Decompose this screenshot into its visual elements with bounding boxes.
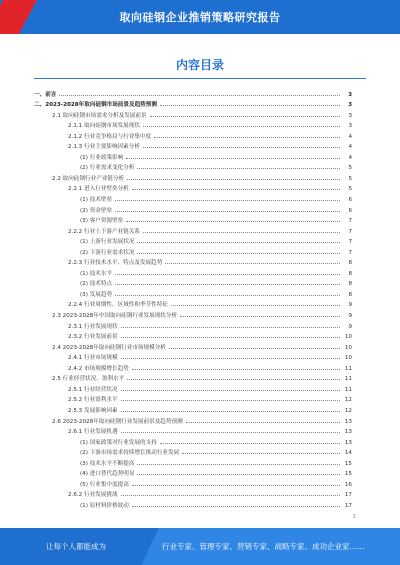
toc-entry[interactable]: [34, 277, 352, 288]
toc-entry-page: 10: [344, 355, 352, 362]
toc-entry-page: 13: [344, 429, 352, 436]
toc-leader-dots: [121, 495, 340, 496]
toc-entry[interactable]: [34, 171, 352, 182]
toc-entry-page: 4: [348, 133, 352, 140]
toc-leader-dots: [132, 506, 340, 507]
toc-entry[interactable]: [34, 456, 352, 467]
toc-entry-page: 5: [348, 165, 352, 172]
toc-entry[interactable]: [34, 498, 352, 509]
toc-entry-page: 7: [348, 228, 352, 235]
toc-leader-dots: [132, 189, 340, 190]
toc-entry-title: 2.5.2 行业盈利水平: [68, 397, 118, 404]
toc-entry-title: 2.2.1 进入行业壁垒分析: [68, 186, 129, 193]
toc-entry-title: (3) 客户资源壁垒: [80, 218, 124, 225]
toc-entry-title: 2.3 2023-2028年中国取向硅钢行业发展现状分析: [52, 313, 178, 320]
toc-divider: [34, 78, 366, 79]
toc-entry[interactable]: [34, 150, 352, 161]
toc-entry[interactable]: [34, 361, 352, 372]
toc-entry[interactable]: [34, 119, 352, 130]
toc-entry[interactable]: [34, 477, 352, 488]
toc-entry-title: 2.1 取向硅钢市场需求分析及发展前景: [52, 112, 147, 119]
toc-entry-page: 12: [344, 397, 352, 404]
toc-entry-page: 11: [344, 365, 352, 372]
toc-entry-title: 2.4.2 市场规模增长趋势: [68, 365, 129, 372]
toc-entry-title: (2) 技术特点: [80, 281, 113, 288]
toc-entry-page: 5: [348, 186, 352, 193]
toc-entry[interactable]: [34, 414, 352, 425]
toc-entry[interactable]: [34, 372, 352, 383]
toc-leader-dots: [137, 242, 340, 243]
toc-entry-title: (1) 技术壁垒: [80, 197, 113, 204]
toc-entry[interactable]: [34, 192, 352, 203]
toc-leader-dots: [143, 232, 340, 233]
toc-entry[interactable]: [34, 182, 352, 193]
toc-entry-page: 10: [344, 334, 352, 341]
toc-leader-dots: [180, 316, 340, 317]
toc-entry[interactable]: [34, 435, 352, 446]
toc-entry-page: 10: [344, 344, 352, 351]
toc-leader-dots: [126, 221, 340, 222]
toc-leader-dots: [143, 147, 340, 148]
toc-leader-dots: [182, 453, 340, 454]
toc-entry-title: 2.1.2 行业竞争格局与行业集中度: [68, 133, 152, 140]
toc-leader-dots: [115, 211, 340, 212]
toc-entry[interactable]: [34, 214, 352, 225]
toc-entry-page: 7: [348, 249, 352, 256]
toc-entry-page: 13: [344, 439, 352, 446]
toc-leader-dots: [121, 327, 340, 328]
report-title: 取向硅钢企业推销策略研究报告: [119, 11, 281, 24]
toc-entry[interactable]: [34, 467, 352, 478]
toc-entry[interactable]: [34, 308, 352, 319]
toc-entry-title: (1) 上游行业发展状况: [80, 239, 135, 246]
toc-entry-title: (3) 技术水平不断提高: [80, 460, 135, 467]
toc-entry-title: 2.2.4 行业周期性、区域性和季节性特征: [68, 302, 168, 309]
toc-entry-page: 13: [344, 418, 352, 425]
toc-entry-page: 3: [348, 123, 352, 130]
toc-entry[interactable]: [34, 382, 352, 393]
toc-entry-page: 7: [348, 218, 352, 225]
toc-leader-dots: [154, 137, 340, 138]
toc-leader-dots: [132, 369, 340, 370]
footer-band: [0, 528, 400, 565]
toc-leader-dots: [137, 253, 340, 254]
toc-leader-dots: [137, 168, 340, 169]
toc-entry-page: 12: [344, 407, 352, 414]
toc-entry[interactable]: [34, 256, 352, 267]
toc-entry-title: (1) 技术水平: [80, 270, 113, 277]
toc-leader-dots: [121, 390, 340, 391]
toc-entry-page: 17: [344, 502, 352, 509]
toc-entry-page: 8: [348, 260, 352, 267]
toc-leader-dots: [171, 305, 340, 306]
toc-entry-title: (3) 发展趋势: [80, 291, 113, 298]
toc-leader-dots: [121, 411, 340, 412]
toc-entry[interactable]: [34, 108, 352, 119]
toc-leader-dots: [127, 379, 340, 380]
toc-entry-title: (4) 进口替代趋势明显: [80, 471, 135, 478]
toc-entry-title: 2.5 行业经营状况、盈利水平: [52, 376, 125, 383]
toc-entry[interactable]: [34, 87, 352, 98]
toc-entry-title: 2.1.1 取向硅钢市场发展现状: [68, 123, 140, 130]
toc-entry-title: 2.3.2 行业发展前景: [68, 334, 118, 341]
toc-leader-dots: [186, 422, 340, 423]
toc-leader-dots: [143, 126, 340, 127]
toc-list: [34, 87, 352, 509]
toc-entry-title: (2) 下游行业需求状况: [80, 249, 135, 256]
toc-entry-title: 2.6 2023-2028年取向硅钢行业发展前景及趋势预测: [52, 418, 183, 425]
toc-leader-dots: [59, 95, 340, 96]
toc-entry[interactable]: [34, 298, 352, 309]
toc-entry[interactable]: [34, 488, 352, 499]
toc-entry[interactable]: [34, 266, 352, 277]
toc-entry[interactable]: [34, 203, 352, 214]
toc-entry-title: 2.2.3 行业技术水平、特点及发展趋势: [68, 260, 163, 267]
footer-slogan: 让每个人都能成为: [46, 542, 106, 551]
toc-entry[interactable]: [34, 287, 352, 298]
toc-entry-title: (1) 行业政策影响: [80, 154, 124, 161]
footer-roles: 行业专家、管理专家、营销专家、战略专家、成功企业家……: [162, 542, 365, 551]
toc-leader-dots: [115, 284, 340, 285]
toc-entry[interactable]: [34, 340, 352, 351]
toc-entry[interactable]: [34, 351, 352, 362]
toc-entry[interactable]: [34, 330, 352, 341]
toc-entry-page: 6: [348, 207, 352, 214]
toc-entry-page: 9: [348, 323, 352, 330]
toc-entry-page: 7: [348, 239, 352, 246]
toc-entry-title: 2.2 取向硅钢行业产业链分析: [52, 175, 125, 182]
toc-entry-title: 2.3.1 行业发展现状: [68, 323, 118, 330]
toc-entry-page: 17: [344, 492, 352, 499]
toc-entry-page: 14: [344, 450, 352, 457]
toc-leader-dots: [115, 274, 340, 275]
toc-leader-dots: [137, 474, 340, 475]
page-number: 1: [352, 514, 356, 520]
toc-entry-title: 2.6.1 行业发展机遇: [68, 429, 118, 436]
toc-leader-dots: [115, 200, 340, 201]
toc-leader-dots: [150, 116, 340, 117]
toc-entry-title: 2.1.3 行业主要影响因素分析: [68, 144, 140, 151]
toc-entry-title: 2.2.2 行业上下游产业链关系: [68, 228, 140, 235]
toc-entry[interactable]: [34, 235, 352, 246]
toc-entry-page: 8: [348, 291, 352, 298]
toc-entry-page: 16: [344, 481, 352, 488]
toc-entry[interactable]: [34, 129, 352, 140]
toc-leader-dots: [115, 295, 340, 296]
toc-entry-title: 二、2023-2028年取向硅钢市场前景及趋势预测: [34, 102, 157, 109]
toc-leader-dots: [127, 179, 340, 180]
toc-entry-page: 6: [348, 197, 352, 204]
toc-leader-dots: [160, 105, 340, 106]
toc-leader-dots: [126, 158, 340, 159]
toc-entry[interactable]: [34, 319, 352, 330]
toc-entry-page: 4: [348, 144, 352, 151]
toc-entry-title: (2) 下游市场需求持续增长推动行业发展: [80, 450, 180, 457]
toc-entry-page: 4: [348, 154, 352, 161]
header-band: [0, 0, 400, 34]
toc-entry-page: 8: [348, 281, 352, 288]
toc-entry-title: (2) 资金壁垒: [80, 207, 113, 214]
toc-entry[interactable]: [34, 393, 352, 404]
toc-leader-dots: [121, 400, 340, 401]
toc-entry-title: (2) 行业需求变化分析: [80, 165, 135, 172]
toc-entry-page: 3: [348, 91, 352, 98]
toc-entry-page: 15: [344, 460, 352, 467]
toc-entry[interactable]: [34, 446, 352, 457]
toc-entry-page: 8: [348, 270, 352, 277]
toc-leader-dots: [121, 432, 340, 433]
toc-entry-page: 11: [344, 386, 352, 393]
toc-entry-page: 9: [348, 302, 352, 309]
toc-leader-dots: [169, 348, 340, 349]
toc-entry-title: 2.5.3 发展影响因素: [68, 407, 118, 414]
toc-entry-title: 2.6.2 行业发展挑战: [68, 492, 118, 499]
toc-entry-title: 一、前言: [34, 91, 57, 98]
toc-entry[interactable]: [34, 403, 352, 414]
toc-entry[interactable]: [34, 161, 352, 172]
toc-leader-dots: [137, 464, 340, 465]
toc-leader-dots: [132, 485, 340, 486]
toc-entry-title: (1) 国家政策对行业发展的支持: [80, 439, 157, 446]
toc-leader-dots: [165, 263, 340, 264]
toc-entry[interactable]: [34, 245, 352, 256]
toc-entry-page: 11: [344, 376, 352, 383]
toc-entry-title: (5) 行业集中度提高: [80, 481, 129, 488]
toc-entry-page: 15: [344, 471, 352, 478]
toc-entry-page: 3: [348, 102, 352, 109]
toc-entry[interactable]: [34, 224, 352, 235]
toc-entry-page: 9: [348, 313, 352, 320]
toc-heading: 内容目录: [175, 58, 224, 72]
toc-entry-title: 2.5.1 行业经营状况: [68, 386, 118, 393]
toc-entry[interactable]: [34, 140, 352, 151]
toc-leader-dots: [160, 443, 340, 444]
toc-leader-dots: [121, 358, 340, 359]
toc-entry-page: 3: [348, 112, 352, 119]
toc-entry[interactable]: [34, 425, 352, 436]
toc-leader-dots: [121, 337, 340, 338]
toc-entry-title: 2.4.1 行业市场规模: [68, 355, 118, 362]
toc-entry-title: (1) 原材料价格波动: [80, 502, 129, 509]
toc-entry-title: 2.4 2023-2028年取向硅钢行业市场规模分析: [52, 344, 166, 351]
toc-entry-page: 5: [348, 175, 352, 182]
toc-entry[interactable]: [34, 98, 352, 109]
